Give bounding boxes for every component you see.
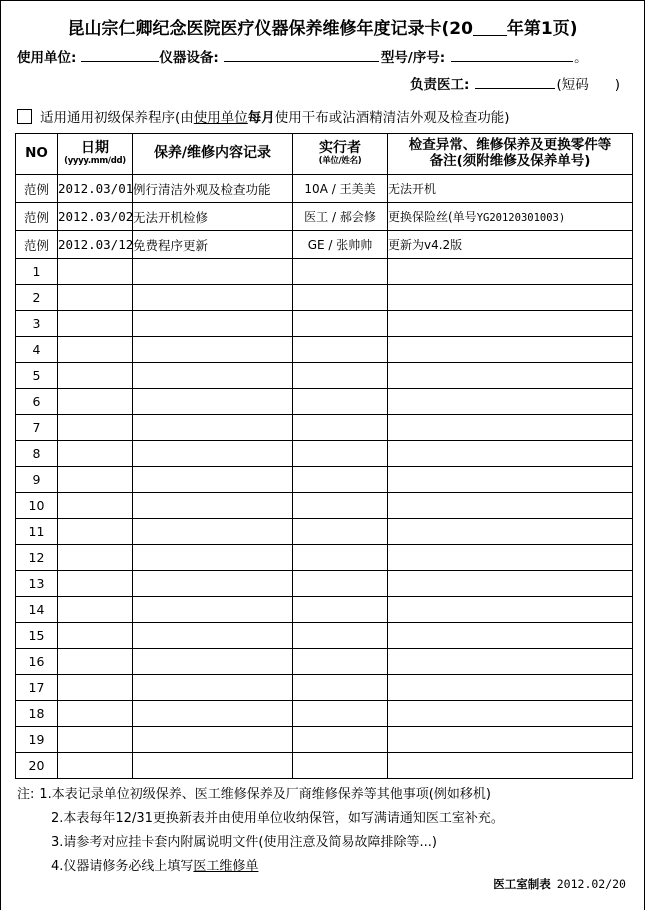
table-row bbox=[16, 337, 633, 363]
short-code-close-label: ) bbox=[614, 77, 620, 93]
cell-executor[interactable]: 医工 / 郝会修 bbox=[293, 203, 388, 231]
cell-no: 8 bbox=[16, 441, 58, 467]
cell-executor[interactable] bbox=[293, 389, 388, 415]
cell-executor[interactable] bbox=[293, 701, 388, 727]
cell-executor[interactable] bbox=[293, 519, 388, 545]
col-header-no-label: NO bbox=[25, 145, 48, 162]
meta-row-primary bbox=[17, 48, 628, 68]
footer-stamp bbox=[493, 876, 626, 892]
cell-remark[interactable] bbox=[388, 727, 633, 753]
cell-no: 19 bbox=[16, 727, 58, 753]
table-row bbox=[16, 467, 633, 493]
table-row bbox=[16, 701, 633, 727]
col-header-executor-label: 实行者 bbox=[319, 140, 361, 157]
table-row bbox=[16, 649, 633, 675]
col-header-remark bbox=[388, 134, 633, 175]
cell-date[interactable]: 2012.03/02 bbox=[58, 203, 133, 231]
model-serial-label: 型号/序号: bbox=[380, 50, 446, 66]
cell-content[interactable] bbox=[133, 337, 293, 363]
cell-executor[interactable] bbox=[293, 727, 388, 753]
cell-remark[interactable] bbox=[388, 415, 633, 441]
footer-stamp-label: 医工室制表 bbox=[493, 877, 551, 891]
col-header-date-format: (yyyy.mm/dd) bbox=[64, 156, 126, 167]
cell-content[interactable] bbox=[133, 311, 293, 337]
cell-date[interactable] bbox=[58, 467, 133, 493]
cell-content[interactable] bbox=[133, 571, 293, 597]
col-header-date bbox=[58, 134, 133, 175]
table-row bbox=[16, 389, 633, 415]
cell-date[interactable] bbox=[58, 545, 133, 571]
cell-no: 4 bbox=[16, 337, 58, 363]
cell-no: 范例 bbox=[16, 231, 58, 259]
note-item-3 bbox=[17, 836, 628, 849]
cell-remark[interactable] bbox=[388, 493, 633, 519]
cell-remark[interactable] bbox=[388, 337, 633, 363]
use-unit-field[interactable] bbox=[81, 48, 159, 62]
table-row bbox=[16, 753, 633, 779]
cell-remark[interactable] bbox=[388, 519, 633, 545]
cell-executor[interactable] bbox=[293, 493, 388, 519]
general-maintenance-text-part2: 使用干布或沾酒精清洁外观及检查功能) bbox=[274, 110, 510, 126]
cell-no: 12 bbox=[16, 545, 58, 571]
cell-remark[interactable] bbox=[388, 675, 633, 701]
cell-date[interactable] bbox=[58, 259, 133, 285]
responsible-engineer-field[interactable] bbox=[475, 75, 555, 89]
cell-remark[interactable] bbox=[388, 441, 633, 467]
model-serial-field[interactable] bbox=[451, 48, 573, 62]
cell-content[interactable] bbox=[133, 545, 293, 571]
cell-remark[interactable] bbox=[388, 285, 633, 311]
meta-row-engineer bbox=[17, 75, 628, 95]
cell-content[interactable] bbox=[133, 493, 293, 519]
cell-no: 7 bbox=[16, 415, 58, 441]
notes-prefix-label: 注: bbox=[17, 787, 35, 802]
cell-content[interactable] bbox=[133, 415, 293, 441]
cell-remark[interactable]: 更换保险丝(单号YG20120301003) bbox=[388, 203, 633, 231]
cell-remark[interactable]: 无法开机 bbox=[388, 175, 633, 203]
cell-remark[interactable] bbox=[388, 363, 633, 389]
cell-no: 范例 bbox=[16, 175, 58, 203]
cell-date[interactable]: 2012.03/01 bbox=[58, 175, 133, 203]
footer-stamp-date: 2012.02/20 bbox=[556, 877, 626, 891]
table-row bbox=[16, 545, 633, 571]
cell-date[interactable] bbox=[58, 389, 133, 415]
note-item-4-link[interactable]: 医工维修单 bbox=[193, 859, 259, 874]
cell-remark[interactable] bbox=[388, 649, 633, 675]
cell-content[interactable] bbox=[133, 441, 293, 467]
record-table-wrapper bbox=[1, 133, 644, 779]
use-unit-label: 使用单位: bbox=[17, 50, 77, 66]
cell-remark[interactable]: 更新为v4.2版 bbox=[388, 231, 633, 259]
table-row bbox=[16, 675, 633, 701]
cell-content[interactable] bbox=[133, 467, 293, 493]
general-maintenance-text-underline: 使用单位 bbox=[193, 110, 248, 126]
cell-remark[interactable] bbox=[388, 311, 633, 337]
cell-date[interactable]: 2012.03/12 bbox=[58, 231, 133, 259]
cell-no: 11 bbox=[16, 519, 58, 545]
cell-content[interactable] bbox=[133, 753, 293, 779]
cell-executor[interactable] bbox=[293, 337, 388, 363]
cell-no: 2 bbox=[16, 285, 58, 311]
cell-remark[interactable] bbox=[388, 623, 633, 649]
cell-remark[interactable] bbox=[388, 467, 633, 493]
note-item-2-text: 2.本表每年12/31更换新表并由使用单位收纳保管，如写满请通知医工室补充。 bbox=[51, 811, 504, 826]
note-item-4 bbox=[17, 860, 628, 873]
col-header-executor-sub: (单位/姓名) bbox=[318, 156, 362, 167]
cell-content[interactable]: 无法开机检修 bbox=[133, 203, 293, 231]
cell-content[interactable] bbox=[133, 675, 293, 701]
cell-executor[interactable] bbox=[293, 753, 388, 779]
cell-no: 范例 bbox=[16, 203, 58, 231]
general-maintenance-text-bold: 每月 bbox=[247, 110, 275, 126]
page-title-suffix: 年第1页) bbox=[506, 19, 578, 39]
note-item-4-text-plain: 4.仪器请修务必线上填写 bbox=[51, 859, 194, 874]
cell-content[interactable] bbox=[133, 649, 293, 675]
cell-no: 3 bbox=[16, 311, 58, 337]
cell-date[interactable] bbox=[58, 623, 133, 649]
cell-content[interactable] bbox=[133, 597, 293, 623]
cell-executor[interactable] bbox=[293, 467, 388, 493]
cell-date[interactable] bbox=[58, 597, 133, 623]
cell-content[interactable] bbox=[133, 389, 293, 415]
table-row bbox=[16, 415, 633, 441]
cell-executor[interactable]: GE / 张帅帅 bbox=[293, 231, 388, 259]
cell-content[interactable] bbox=[133, 285, 293, 311]
year-blank-field[interactable] bbox=[473, 35, 507, 36]
cell-remark[interactable] bbox=[388, 753, 633, 779]
meta-period-mark: 。 bbox=[574, 50, 588, 66]
cell-remark[interactable] bbox=[388, 545, 633, 571]
general-maintenance-text bbox=[40, 106, 510, 126]
cell-no: 17 bbox=[16, 675, 58, 701]
cell-date[interactable] bbox=[58, 571, 133, 597]
cell-executor[interactable] bbox=[293, 415, 388, 441]
page-title bbox=[1, 1, 644, 39]
cell-date[interactable] bbox=[58, 519, 133, 545]
table-row bbox=[16, 285, 633, 311]
cell-executor[interactable] bbox=[293, 363, 388, 389]
cell-executor[interactable] bbox=[293, 649, 388, 675]
cell-no: 16 bbox=[16, 649, 58, 675]
cell-date[interactable] bbox=[58, 727, 133, 753]
record-table-body bbox=[16, 175, 633, 779]
page-title-prefix: 昆山宗仁卿纪念医院医疗仪器保养维修年度记录卡(20 bbox=[67, 19, 473, 39]
cell-content[interactable] bbox=[133, 259, 293, 285]
cell-executor[interactable] bbox=[293, 623, 388, 649]
note-item-3-text: 3.请参考对应挂卡套内附属说明文件(使用注意及简易故障排除等...) bbox=[51, 835, 437, 850]
note-item-1-text: 1.本表记录单位初级保养、医工维修保养及厂商维修保养等其他事项(例如移机) bbox=[39, 787, 491, 802]
cell-executor[interactable] bbox=[293, 259, 388, 285]
col-header-content bbox=[133, 134, 293, 175]
general-maintenance-checkbox[interactable] bbox=[17, 109, 32, 124]
cell-remark[interactable] bbox=[388, 571, 633, 597]
cell-no: 13 bbox=[16, 571, 58, 597]
short-code-open-label: (短码 bbox=[556, 77, 589, 93]
cell-no: 14 bbox=[16, 597, 58, 623]
cell-content[interactable] bbox=[133, 727, 293, 753]
cell-date[interactable] bbox=[58, 337, 133, 363]
cell-remark[interactable] bbox=[388, 701, 633, 727]
note-item-2 bbox=[17, 812, 628, 825]
record-table-head bbox=[16, 134, 633, 175]
cell-executor[interactable]: 10A / 王美美 bbox=[293, 175, 388, 203]
table-row bbox=[16, 571, 633, 597]
cell-date[interactable] bbox=[58, 753, 133, 779]
cell-date[interactable] bbox=[58, 415, 133, 441]
cell-executor[interactable] bbox=[293, 311, 388, 337]
table-row bbox=[16, 363, 633, 389]
cell-no: 18 bbox=[16, 701, 58, 727]
table-row bbox=[16, 441, 633, 467]
cell-executor[interactable] bbox=[293, 571, 388, 597]
cell-no: 6 bbox=[16, 389, 58, 415]
table-row bbox=[16, 519, 633, 545]
cell-no: 15 bbox=[16, 623, 58, 649]
device-label: 仪器设备: bbox=[159, 50, 219, 66]
record-table bbox=[15, 133, 633, 779]
responsible-engineer-label: 负责医工: bbox=[410, 77, 470, 93]
cell-no: 5 bbox=[16, 363, 58, 389]
general-maintenance-text-part1: 适用通用初级保养程序(由 bbox=[40, 110, 194, 126]
col-header-remark-line2: 备注(须附维修及保养单号) bbox=[429, 153, 591, 169]
cell-remark-order-no: YG20120301003) bbox=[476, 212, 566, 224]
cell-content[interactable]: 免费程序更新 bbox=[133, 231, 293, 259]
cell-executor[interactable] bbox=[293, 441, 388, 467]
cell-no: 20 bbox=[16, 753, 58, 779]
cell-executor[interactable] bbox=[293, 545, 388, 571]
cell-remark[interactable] bbox=[388, 597, 633, 623]
table-row bbox=[16, 311, 633, 337]
cell-no: 10 bbox=[16, 493, 58, 519]
cell-date[interactable] bbox=[58, 441, 133, 467]
col-header-date-label: 日期 bbox=[81, 140, 109, 157]
table-row bbox=[16, 727, 633, 753]
cell-date[interactable] bbox=[58, 311, 133, 337]
table-row bbox=[16, 493, 633, 519]
cell-remark[interactable] bbox=[388, 389, 633, 415]
cell-date[interactable] bbox=[58, 675, 133, 701]
cell-date[interactable] bbox=[58, 493, 133, 519]
cell-content[interactable]: 例行清洁外观及检查功能 bbox=[133, 175, 293, 203]
col-header-content-label: 保养/维修内容记录 bbox=[153, 145, 272, 162]
cell-content[interactable] bbox=[133, 701, 293, 727]
col-header-executor bbox=[293, 134, 388, 175]
table-row bbox=[16, 623, 633, 649]
notes-section bbox=[1, 779, 644, 873]
col-header-no bbox=[16, 134, 58, 175]
cell-no: 9 bbox=[16, 467, 58, 493]
cell-no: 1 bbox=[16, 259, 58, 285]
table-row bbox=[16, 203, 633, 231]
col-header-remark-line1: 检查异常、维修保养及更换零件等 bbox=[408, 137, 612, 154]
table-row bbox=[16, 231, 633, 259]
note-item-1 bbox=[17, 788, 628, 801]
cell-content[interactable] bbox=[133, 363, 293, 389]
table-header-row bbox=[16, 134, 633, 175]
general-maintenance-checkbox-row[interactable] bbox=[1, 106, 644, 126]
cell-date[interactable] bbox=[58, 363, 133, 389]
cell-executor[interactable] bbox=[293, 675, 388, 701]
cell-executor[interactable] bbox=[293, 597, 388, 623]
cell-date[interactable] bbox=[58, 701, 133, 727]
cell-content[interactable] bbox=[133, 519, 293, 545]
meta-fields bbox=[1, 48, 644, 95]
cell-date[interactable] bbox=[58, 649, 133, 675]
cell-date[interactable] bbox=[58, 285, 133, 311]
table-row bbox=[16, 259, 633, 285]
table-row bbox=[16, 597, 633, 623]
cell-remark[interactable] bbox=[388, 259, 633, 285]
table-row bbox=[16, 175, 633, 203]
cell-content[interactable] bbox=[133, 623, 293, 649]
cell-executor[interactable] bbox=[293, 285, 388, 311]
device-field[interactable] bbox=[224, 48, 379, 62]
